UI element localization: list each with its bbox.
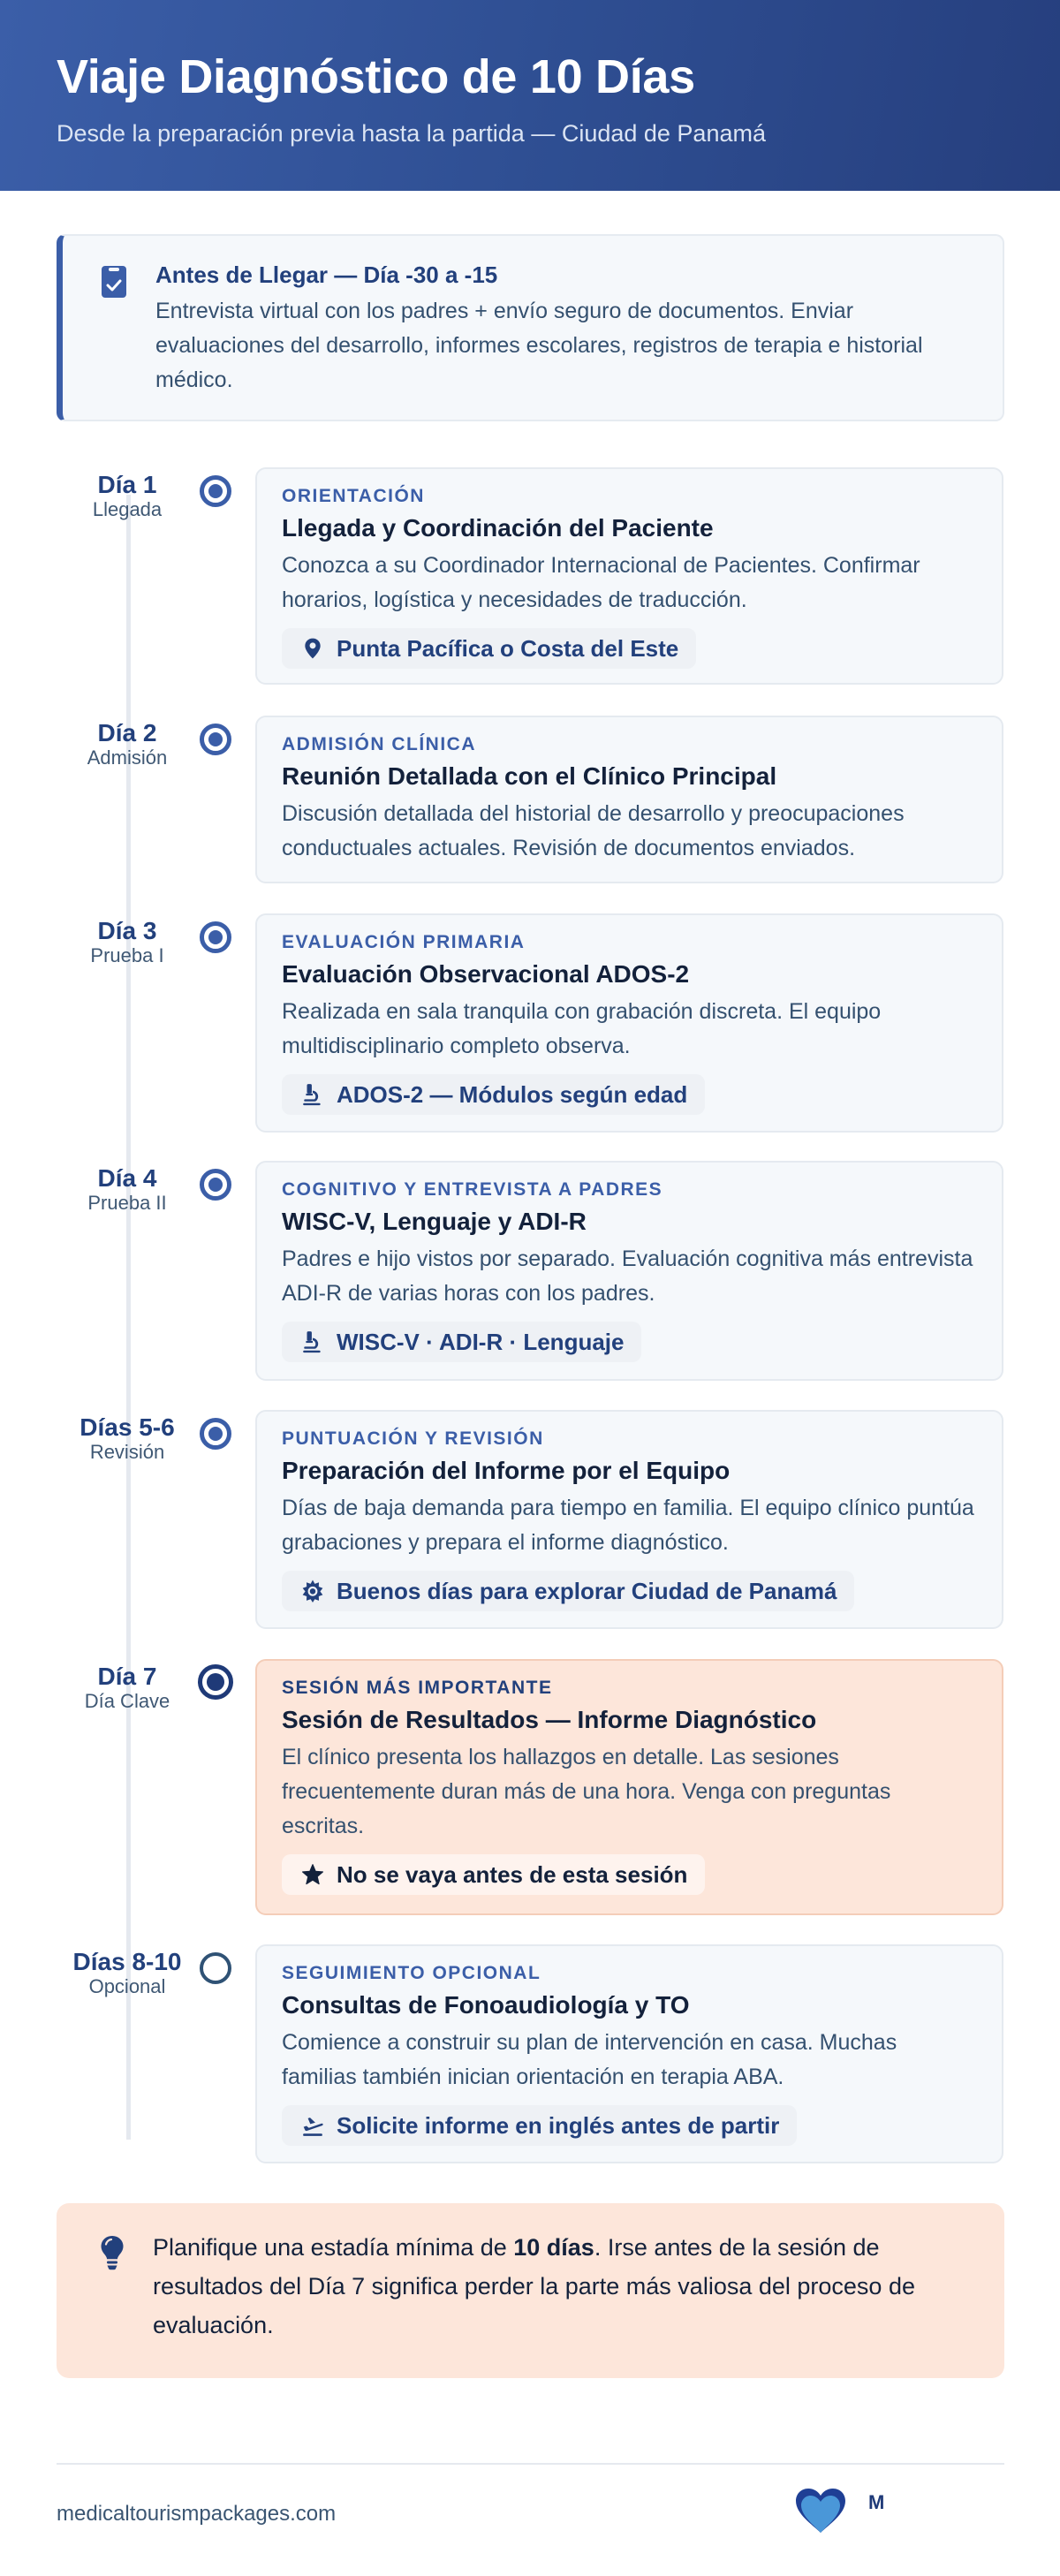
day-number: Día 4 [97,1164,157,1192]
card-description: Días de baja demanda para tiempo en familia. El equipo clínico puntúa grabaciones y prepara el informe diagnóstico. [282,1496,974,1555]
card-description: Comience a construir su plan de intervención en casa. Muchas familias también inician orientación en terapia ABA. [282,2030,897,2089]
pre-arrival-title: Antes de Llegar — Día -30 a -15 [155,261,498,288]
plane-departure-icon [301,2114,324,2137]
card-category: EVALUACIÓN PRIMARIA [282,932,526,952]
lightbulb-icon [100,2235,125,2270]
pre-arrival-box [57,234,1004,421]
callout-text-end: . Irse antes de la sesión de resultados del Día 7 significa perder la parte más valiosa del proceso de evaluación. [153,2234,915,2338]
card-description: El clínico presenta los hallazgos en detalle. Las sesiones frecuentemente duran más de una hora. Venga con preguntas escritas. [282,1745,891,1838]
card-chip [282,1074,705,1115]
microscope-icon [301,1083,324,1106]
timeline-dot [200,921,231,953]
page-title: Viaje Diagnóstico de 10 Días [57,50,695,103]
pre-arrival-body: Entrevista virtual con los padres + envío seguro de documentos. Enviar evaluaciones del desarrollo, informes escolares, registros de terapia e historial médico. [155,299,923,392]
timeline-dot-hollow [200,1952,231,1984]
footer-divider [57,2463,1004,2465]
day-label [57,720,198,769]
stay-duration-callout [57,2203,1004,2378]
timeline-dot-key [198,1664,233,1700]
card-description: Conozca a su Coordinador Internacional de Pacientes. Confirmar horarios, logística y necesidades de traducción. [282,553,920,612]
day-number: Día 2 [97,719,157,746]
timeline-dot [200,1418,231,1450]
day-label [57,1165,198,1215]
page-subtitle: Desde la preparación previa hasta la partida — Ciudad de Panamá [57,120,766,147]
day-card [255,1410,1003,1629]
day-number: Día 1 [97,471,157,498]
card-title: Evaluación Observacional ADOS-2 [282,960,690,988]
day-number: Día 3 [97,917,157,944]
footer-site-link[interactable]: medicaltourismpackages.com [57,2502,337,2526]
page-header [0,0,1060,191]
day-number: Días 5-6 [80,1413,175,1441]
card-description: Padres e hijo vistos por separado. Evaluación cognitiva más entrevista ADI-R de varias horas con los padres. [282,1246,973,1306]
day-label [57,1949,198,1998]
card-chip [282,1854,705,1895]
day-subtitle: Prueba I [90,944,164,966]
chip-label: Punta Pacífica o Costa del Este [337,634,679,662]
card-category: PUNTUACIÓN Y REVISIÓN [282,1428,544,1449]
day-subtitle: Admisión [87,746,168,769]
day-card [255,1161,1003,1381]
card-category: SEGUIMIENTO OPCIONAL [282,1963,541,1983]
day-card [255,716,1003,883]
card-title: Reunión Detallada con el Clínico Principal [282,762,777,790]
card-description: Realizada en sala tranquila con grabación discreta. El equipo multidisciplinario completo observa. [282,999,882,1058]
clipboard-check-icon [101,263,127,299]
star-icon [301,1863,324,1886]
day-label [57,472,198,521]
day-subtitle: Revisión [89,1441,165,1463]
card-chip [282,628,696,669]
day-subtitle: Llegada [92,498,163,520]
callout-text-emphasis: 10 días [513,2234,594,2261]
card-description: Discusión detallada del historial de desarrollo y preocupaciones conductuales actuales. Revisión de documentos enviados. [282,801,905,860]
chip-label: No se vaya antes de esta sesión [337,1860,688,1888]
timeline-dot [200,724,231,755]
microscope-icon [301,1330,324,1353]
chip-label: ADOS-2 — Módulos según edad [337,1080,688,1108]
card-category: COGNITIVO Y ENTREVISTA A PADRES [282,1179,663,1200]
card-category: ADMISIÓN CLÍNICA [282,734,476,754]
day-number: Días 8-10 [72,1948,182,1975]
card-title: Llegada y Coordinación del Paciente [282,514,714,542]
logo-letter: M [868,2491,885,2513]
day-label [57,1414,198,1464]
day-card [255,467,1003,685]
day-label [57,918,198,967]
card-chip [282,1571,854,1611]
sun-icon [301,1580,324,1602]
day-card-highlighted [255,1659,1003,1915]
card-title: Sesión de Resultados — Informe Diagnóstico [282,1706,817,1733]
timeline-dot [200,475,231,507]
chip-label: Solicite informe en inglés antes de partir [337,2111,780,2139]
card-chip [282,2105,797,2146]
chip-label: WISC-V · ADI-R · Lenguaje [337,1328,625,1355]
card-category: ORIENTACIÓN [282,486,425,506]
card-category: SESIÓN MÁS IMPORTANTE [282,1678,553,1698]
callout-text-start: Planifique una estadía mínima de [153,2234,514,2261]
card-chip [282,1322,641,1362]
day-subtitle: Opcional [88,1975,166,1997]
chip-label: Buenos días para explorar Ciudad de Panamá [337,1577,837,1604]
day-label [57,1663,198,1713]
timeline-dot [200,1169,231,1201]
map-pin-icon [301,637,324,660]
day-subtitle: Día Clave [84,1690,170,1712]
day-subtitle: Prueba II [87,1192,167,1214]
day-card [255,913,1003,1133]
heart-logo-icon [795,2488,846,2534]
day-number: Día 7 [97,1663,157,1690]
day-card [255,1944,1003,2163]
card-title: Consultas de Fonoaudiología y TO [282,1991,690,2019]
callout-text [153,2228,974,2345]
card-title: WISC-V, Lenguaje y ADI-R [282,1208,587,1235]
card-title: Preparación del Informe por el Equipo [282,1457,731,1484]
